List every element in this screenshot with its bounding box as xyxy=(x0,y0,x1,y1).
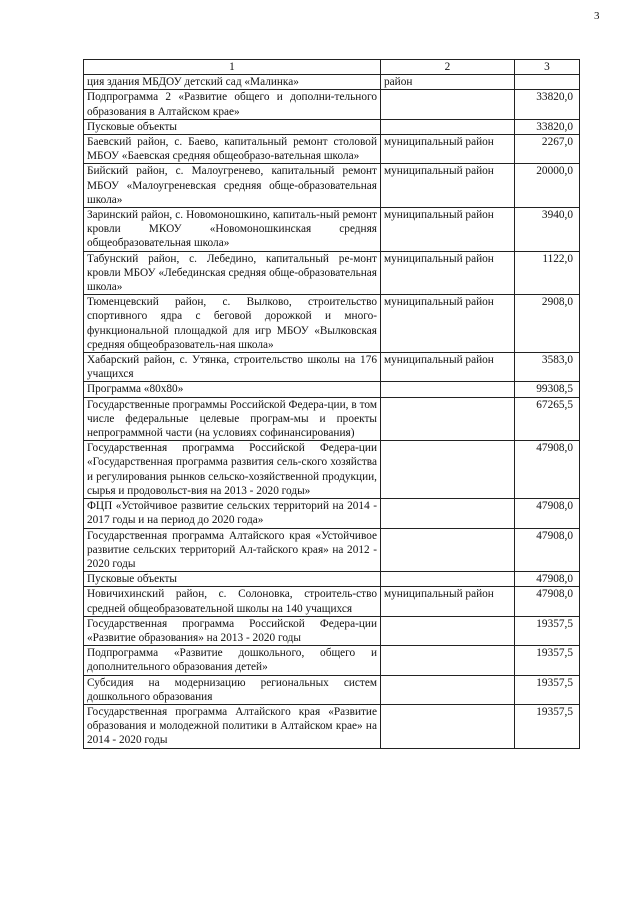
row-description-cell: ция здания МБДОУ детский сад «Малинка» xyxy=(84,75,381,90)
row-amount-cell: 19357,5 xyxy=(515,616,580,645)
row-description-cell: Подпрограмма «Развитие дошкольного, общего и дополнительного образования детей» xyxy=(84,646,381,675)
row-level-cell xyxy=(381,382,515,397)
row-level-cell xyxy=(381,90,515,119)
row-amount-cell: 19357,5 xyxy=(515,646,580,675)
row-description-cell: Государственная программа Российской Федера-ции «Государственная программа развития сель-ского хозяйства и регулирования рынков сельско-хозяйственной продукции, сырья и продовольст-вия на 2013 - 2020 годы» xyxy=(84,441,381,499)
row-level-cell xyxy=(381,675,515,704)
row-amount-cell: 2267,0 xyxy=(515,135,580,164)
table-row xyxy=(84,572,580,587)
table-row xyxy=(84,75,580,90)
row-level-cell: район xyxy=(381,75,515,90)
row-amount-cell: 33820,0 xyxy=(515,90,580,119)
column-header: 1 xyxy=(84,60,381,75)
row-description-cell: Новичихинский район, с. Солоновка, строитель-ство средней общеобразовательной школы на 140 учащихся xyxy=(84,587,381,616)
row-amount-cell: 33820,0 xyxy=(515,119,580,134)
row-level-cell: муниципальный район xyxy=(381,587,515,616)
row-level-cell: муниципальный район xyxy=(381,353,515,382)
row-description-cell: Пусковые объекты xyxy=(84,119,381,134)
row-description-cell: ФЦП «Устойчивое развитие сельских территорий на 2014 - 2017 годы и на период до 2020 года» xyxy=(84,499,381,528)
table-row xyxy=(84,587,580,616)
table-row xyxy=(84,616,580,645)
row-amount-cell: 19357,5 xyxy=(515,704,580,748)
table-row xyxy=(84,164,580,208)
row-level-cell: муниципальный район xyxy=(381,208,515,252)
table-row xyxy=(84,251,580,295)
row-description-cell: Программа «80х80» xyxy=(84,382,381,397)
column-header: 3 xyxy=(515,60,580,75)
row-amount-cell: 1122,0 xyxy=(515,251,580,295)
row-amount-cell: 99308,5 xyxy=(515,382,580,397)
budget-table xyxy=(83,59,580,749)
table-row xyxy=(84,353,580,382)
table-row xyxy=(84,382,580,397)
row-amount-cell: 47908,0 xyxy=(515,528,580,572)
table-row xyxy=(84,646,580,675)
row-level-cell xyxy=(381,704,515,748)
row-description-cell: Подпрограмма 2 «Развитие общего и дополни-тельного образования в Алтайском крае» xyxy=(84,90,381,119)
row-amount-cell: 3940,0 xyxy=(515,208,580,252)
row-description-cell: Государственные программы Российской Федера-ции, в том числе федеральные целевые програм-мы и проекты непрограммной части (на условиях софинансирования) xyxy=(84,397,381,441)
table-header-row xyxy=(84,60,580,75)
row-description-cell: Бийский район, с. Малоугренево, капитальный ремонт МБОУ «Малоугреневская средняя обще-образовательная школа» xyxy=(84,164,381,208)
row-description-cell: Баевский район, с. Баево, капитальный ремонт столовой МБОУ «Баевская средняя общеобразо-вательная школа» xyxy=(84,135,381,164)
row-amount-cell: 3583,0 xyxy=(515,353,580,382)
table-row xyxy=(84,397,580,441)
row-description-cell: Пусковые объекты xyxy=(84,572,381,587)
row-level-cell xyxy=(381,528,515,572)
row-description-cell: Государственная программа Алтайского края «Устойчивое развитие сельских территорий Ал-тайского края» на 2012 - 2020 годы xyxy=(84,528,381,572)
row-description-cell: Государственная программа Российской Федера-ции «Развитие образования» на 2013 - 2020 годы xyxy=(84,616,381,645)
page-number: 3 xyxy=(594,10,600,22)
row-amount-cell: 19357,5 xyxy=(515,675,580,704)
row-level-cell: муниципальный район xyxy=(381,251,515,295)
row-amount-cell xyxy=(515,75,580,90)
row-level-cell: муниципальный район xyxy=(381,295,515,353)
row-amount-cell: 2908,0 xyxy=(515,295,580,353)
row-description-cell: Заринский район, с. Новомоношкино, капиталь-ный ремонт кровли МКОУ «Новомоношкинская средняя общеобразовательная школа» xyxy=(84,208,381,252)
row-amount-cell: 67265,5 xyxy=(515,397,580,441)
row-level-cell: муниципальный район xyxy=(381,135,515,164)
row-amount-cell: 47908,0 xyxy=(515,499,580,528)
table-row xyxy=(84,675,580,704)
column-header: 2 xyxy=(381,60,515,75)
row-amount-cell: 20000,0 xyxy=(515,164,580,208)
table-row xyxy=(84,135,580,164)
row-description-cell: Государственная программа Алтайского края «Развитие образования и молодежной политики в Алтайском крае» на 2014 - 2020 годы xyxy=(84,704,381,748)
row-level-cell xyxy=(381,441,515,499)
row-level-cell xyxy=(381,499,515,528)
row-level-cell xyxy=(381,397,515,441)
row-amount-cell: 47908,0 xyxy=(515,587,580,616)
row-description-cell: Хабарский район, с. Утянка, строительство школы на 176 учащихся xyxy=(84,353,381,382)
table-row xyxy=(84,704,580,748)
table-row xyxy=(84,499,580,528)
row-amount-cell: 47908,0 xyxy=(515,572,580,587)
row-level-cell xyxy=(381,646,515,675)
row-level-cell xyxy=(381,572,515,587)
table-row xyxy=(84,528,580,572)
row-description-cell: Тюменцевский район, с. Вылково, строительство спортивного ядра с беговой дорожкой и много-функциональной площадкой для игр МБОУ «Вылковская средняя общеобразователь-ная школа» xyxy=(84,295,381,353)
row-description-cell: Табунский район, с. Лебедино, капитальный ре-монт кровли МБОУ «Лебединская средняя обще-образовательная школа» xyxy=(84,251,381,295)
row-level-cell: муниципальный район xyxy=(381,164,515,208)
row-description-cell: Субсидия на модернизацию региональных систем дошкольного образования xyxy=(84,675,381,704)
table-row xyxy=(84,441,580,499)
table-row xyxy=(84,90,580,119)
table-row xyxy=(84,119,580,134)
row-level-cell xyxy=(381,119,515,134)
table-row xyxy=(84,295,580,353)
row-amount-cell: 47908,0 xyxy=(515,441,580,499)
row-level-cell xyxy=(381,616,515,645)
table-row xyxy=(84,208,580,252)
